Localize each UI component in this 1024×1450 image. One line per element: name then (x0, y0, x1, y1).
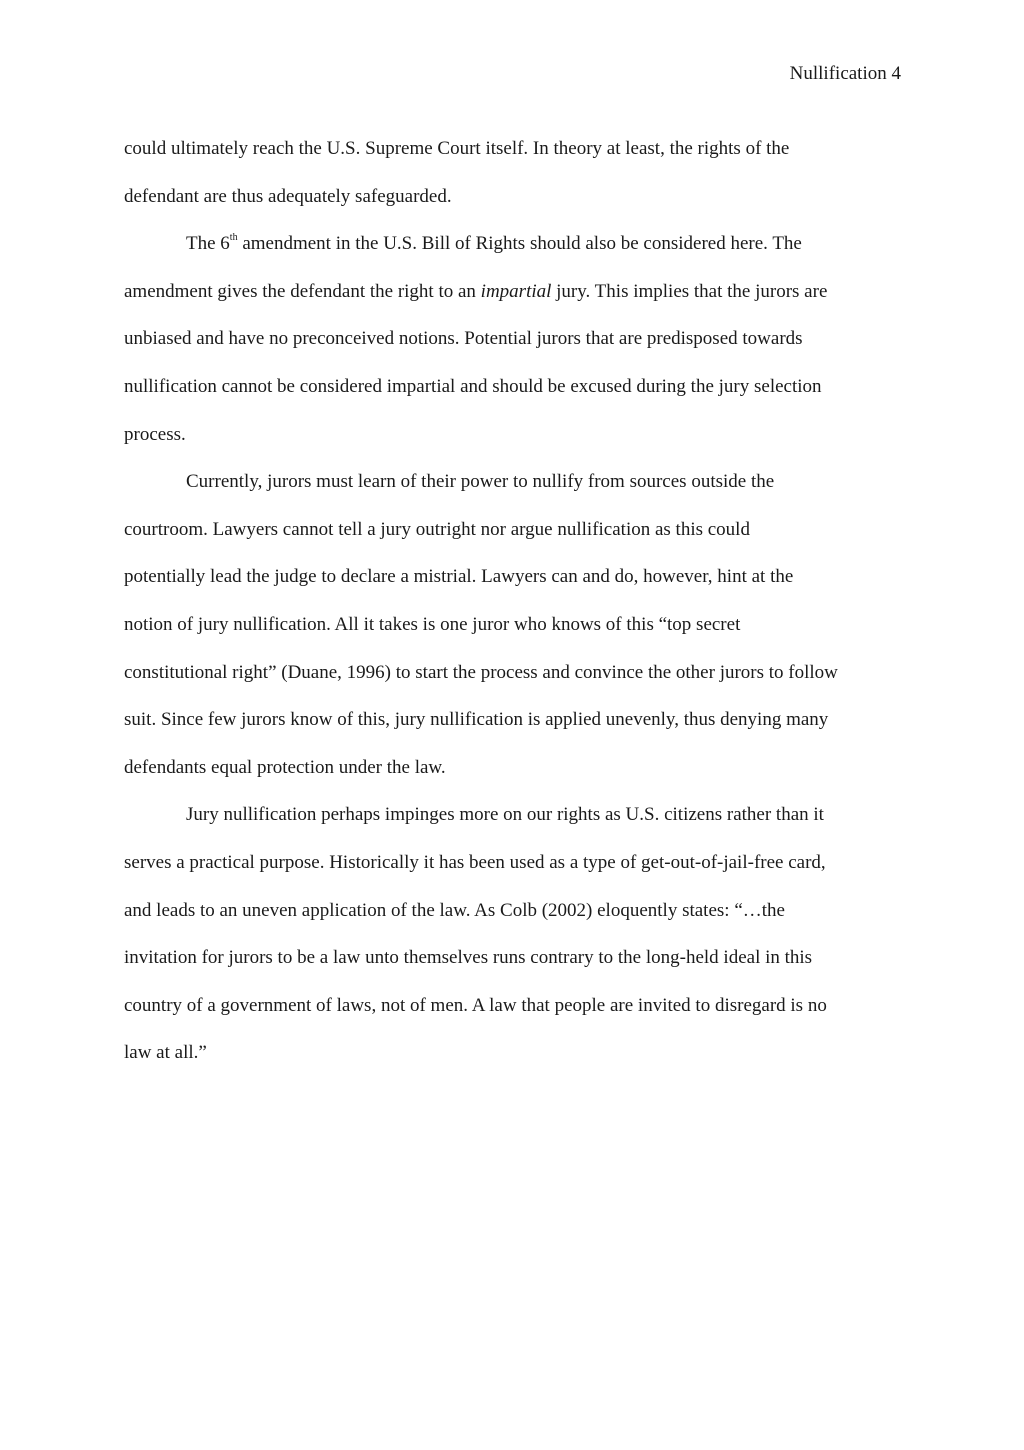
paragraph-3 (124, 458, 914, 791)
text-line: nullification cannot be considered impartial and should be excused during the jury selection (124, 375, 822, 397)
paragraph-1 (124, 125, 914, 220)
superscript: th (229, 231, 238, 243)
text-line: law at all.” (124, 1042, 207, 1064)
running-head: Nullification 4 (789, 63, 901, 84)
text-line (124, 220, 914, 268)
text-line (124, 268, 914, 316)
paragraph-2 (124, 220, 914, 458)
text-line: Jury nullification perhaps impinges more on our rights as U.S. citizens rather than it (186, 804, 824, 826)
text-line: process. (124, 423, 186, 445)
text-line: unbiased and have no preconceived notions. Potential jurors that are predisposed towards (124, 328, 803, 350)
text-span: amendment in the U.S. Bill of Rights should also be considered here. The (237, 233, 802, 255)
emphasis: impartial (480, 280, 552, 302)
text-line: could ultimately reach the U.S. Supreme Court itself. In theory at least, the rights of the (124, 138, 790, 159)
text-line: constitutional right” (Duane, 1996) to start the process and convince the other jurors to follow (124, 661, 838, 683)
body-text (124, 125, 914, 1077)
text-line: invitation for jurors to be a law unto themselves runs contrary to the long-held ideal in this (124, 947, 813, 969)
text-line: suit. Since few jurors know of this, jury nullification is applied unevenly, thus denying many (124, 709, 829, 731)
text-span: jury. This implies that the jurors are (551, 280, 828, 302)
text-line: and leads to an uneven application of the law. As Colb (2002) eloquently states: “…the (124, 899, 785, 921)
text-span: amendment gives the defendant the right to an (124, 280, 481, 302)
text-line: notion of jury nullification. All it takes is one juror who knows of this “top secret (124, 613, 741, 635)
text-line: courtroom. Lawyers cannot tell a jury outright nor argue nullification as this could (124, 518, 750, 540)
text-line: serves a practical purpose. Historically it has been used as a type of get-out-of-jail-free card, (124, 851, 826, 873)
text-line: defendants equal protection under the law. (124, 756, 446, 778)
text-line: country of a government of laws, not of men. A law that people are invited to disregard is no (124, 994, 827, 1016)
paragraph-4 (124, 791, 914, 1077)
text-line: defendant are thus adequately safeguarded. (124, 185, 452, 207)
text-line: potentially lead the judge to declare a mistrial. Lawyers can and do, however, hint at the (124, 566, 794, 588)
text-line: Currently, jurors must learn of their power to nullify from sources outside the (186, 471, 775, 493)
text-span: The 6 (186, 233, 230, 255)
